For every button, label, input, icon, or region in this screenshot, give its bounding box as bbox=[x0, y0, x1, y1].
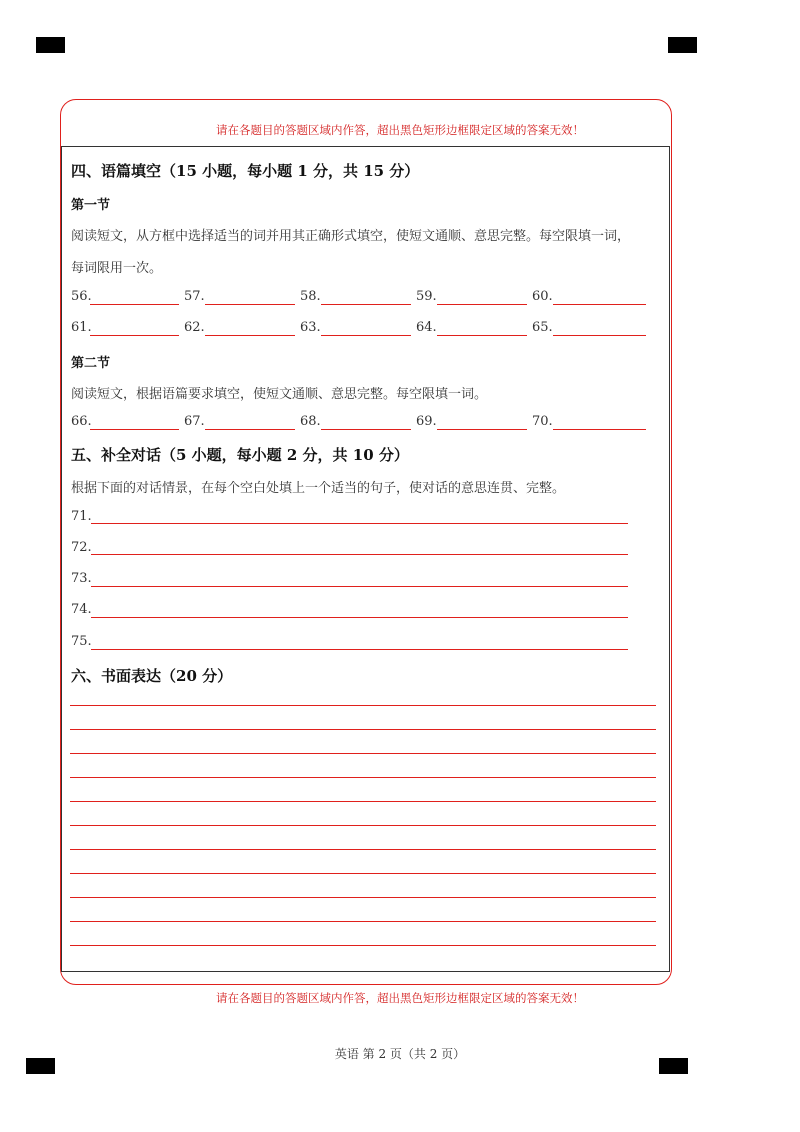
answer-line-75[interactable] bbox=[91, 649, 628, 650]
answer-line-67[interactable] bbox=[205, 429, 295, 430]
section4-part1-instructions-line2: 每词限用一次。 bbox=[71, 261, 163, 276]
blank-number: 64. bbox=[416, 320, 437, 335]
blank-66[interactable] bbox=[71, 414, 92, 429]
blank-70[interactable] bbox=[532, 414, 553, 429]
writing-line[interactable] bbox=[70, 825, 656, 826]
section6-title: 六、书面表达（20 分） bbox=[71, 667, 233, 685]
registration-mark-top-right bbox=[668, 37, 697, 53]
blank-67[interactable] bbox=[184, 414, 205, 429]
item-number: 71. bbox=[71, 509, 92, 524]
blank-number: 59. bbox=[416, 289, 437, 304]
dialogue-item-75[interactable] bbox=[71, 634, 92, 649]
answer-area-notice-bottom: 请在各题目的答题区域内作答，超出黑色矩形边框限定区域的答案无效！ bbox=[216, 991, 584, 1005]
blank-number: 63. bbox=[300, 320, 321, 335]
blank-number: 66. bbox=[71, 414, 92, 429]
answer-line-68[interactable] bbox=[321, 429, 411, 430]
answer-line-63[interactable] bbox=[321, 335, 411, 336]
blank-60[interactable] bbox=[532, 289, 553, 304]
blank-number: 68. bbox=[300, 414, 321, 429]
blank-63[interactable] bbox=[300, 320, 321, 335]
blank-number: 61. bbox=[71, 320, 92, 335]
blank-number: 65. bbox=[532, 320, 553, 335]
answer-line-69[interactable] bbox=[437, 429, 527, 430]
blank-59[interactable] bbox=[416, 289, 437, 304]
answer-line-74[interactable] bbox=[91, 617, 628, 618]
writing-line[interactable] bbox=[70, 897, 656, 898]
answer-line-72[interactable] bbox=[91, 554, 628, 555]
section4-title: 四、语篇填空（15 小题，每小题 1 分，共 15 分） bbox=[71, 162, 420, 180]
writing-line[interactable] bbox=[70, 729, 656, 730]
blank-number: 60. bbox=[532, 289, 553, 304]
blank-number: 70. bbox=[532, 414, 553, 429]
item-number: 74. bbox=[71, 602, 92, 617]
writing-line[interactable] bbox=[70, 945, 656, 946]
section4-part1-heading: 第一节 bbox=[71, 198, 111, 213]
writing-line[interactable] bbox=[70, 873, 656, 874]
answer-line-61[interactable] bbox=[90, 335, 179, 336]
blank-number: 56. bbox=[71, 289, 92, 304]
writing-line[interactable] bbox=[70, 753, 656, 754]
blank-64[interactable] bbox=[416, 320, 437, 335]
blank-69[interactable] bbox=[416, 414, 437, 429]
blank-56[interactable] bbox=[71, 289, 92, 304]
answer-line-60[interactable] bbox=[553, 304, 646, 305]
answer-line-71[interactable] bbox=[91, 523, 628, 524]
section5-instructions: 根据下面的对话情景，在每个空白处填上一个适当的句子，使对话的意思连贯、完整。 bbox=[71, 481, 566, 496]
writing-line[interactable] bbox=[70, 705, 656, 706]
blank-68[interactable] bbox=[300, 414, 321, 429]
blank-57[interactable] bbox=[184, 289, 205, 304]
writing-line[interactable] bbox=[70, 921, 656, 922]
answer-line-58[interactable] bbox=[321, 304, 411, 305]
blank-61[interactable] bbox=[71, 320, 92, 335]
section4-part1-instructions-line1: 阅读短文，从方框中选择适当的词并用其正确形式填空，使短文通顺、意思完整。每空限填一词， bbox=[71, 229, 631, 244]
answer-line-65[interactable] bbox=[553, 335, 646, 336]
writing-line[interactable] bbox=[70, 849, 656, 850]
dialogue-item-73[interactable] bbox=[71, 571, 92, 586]
answer-line-73[interactable] bbox=[91, 586, 628, 587]
dialogue-item-72[interactable] bbox=[71, 540, 92, 555]
answer-line-56[interactable] bbox=[90, 304, 179, 305]
item-number: 75. bbox=[71, 634, 92, 649]
answer-line-62[interactable] bbox=[205, 335, 295, 336]
blank-number: 62. bbox=[184, 320, 205, 335]
writing-line[interactable] bbox=[70, 777, 656, 778]
blank-number: 69. bbox=[416, 414, 437, 429]
answer-line-59[interactable] bbox=[437, 304, 527, 305]
dialogue-item-71[interactable] bbox=[71, 509, 92, 524]
writing-line[interactable] bbox=[70, 801, 656, 802]
item-number: 73. bbox=[71, 571, 92, 586]
blank-65[interactable] bbox=[532, 320, 553, 335]
page-footer: 英语 第 2 页（共 2 页） bbox=[334, 1047, 466, 1061]
blank-number: 67. bbox=[184, 414, 205, 429]
dialogue-item-74[interactable] bbox=[71, 602, 92, 617]
blank-number: 58. bbox=[300, 289, 321, 304]
answer-line-57[interactable] bbox=[205, 304, 295, 305]
section5-title: 五、补全对话（5 小题，每小题 2 分，共 10 分） bbox=[71, 446, 409, 464]
answer-line-66[interactable] bbox=[90, 429, 179, 430]
item-number: 72. bbox=[71, 540, 92, 555]
answer-line-64[interactable] bbox=[437, 335, 527, 336]
registration-mark-top-left bbox=[36, 37, 65, 53]
blank-58[interactable] bbox=[300, 289, 321, 304]
blank-62[interactable] bbox=[184, 320, 205, 335]
blank-number: 57. bbox=[184, 289, 205, 304]
answer-line-70[interactable] bbox=[553, 429, 646, 430]
section4-part2-heading: 第二节 bbox=[71, 356, 111, 371]
section4-part2-instructions: 阅读短文，根据语篇要求填空，使短文通顺、意思完整。每空限填一词。 bbox=[71, 387, 488, 402]
answer-area-notice-top: 请在各题目的答题区域内作答，超出黑色矩形边框限定区域的答案无效！ bbox=[216, 123, 584, 137]
